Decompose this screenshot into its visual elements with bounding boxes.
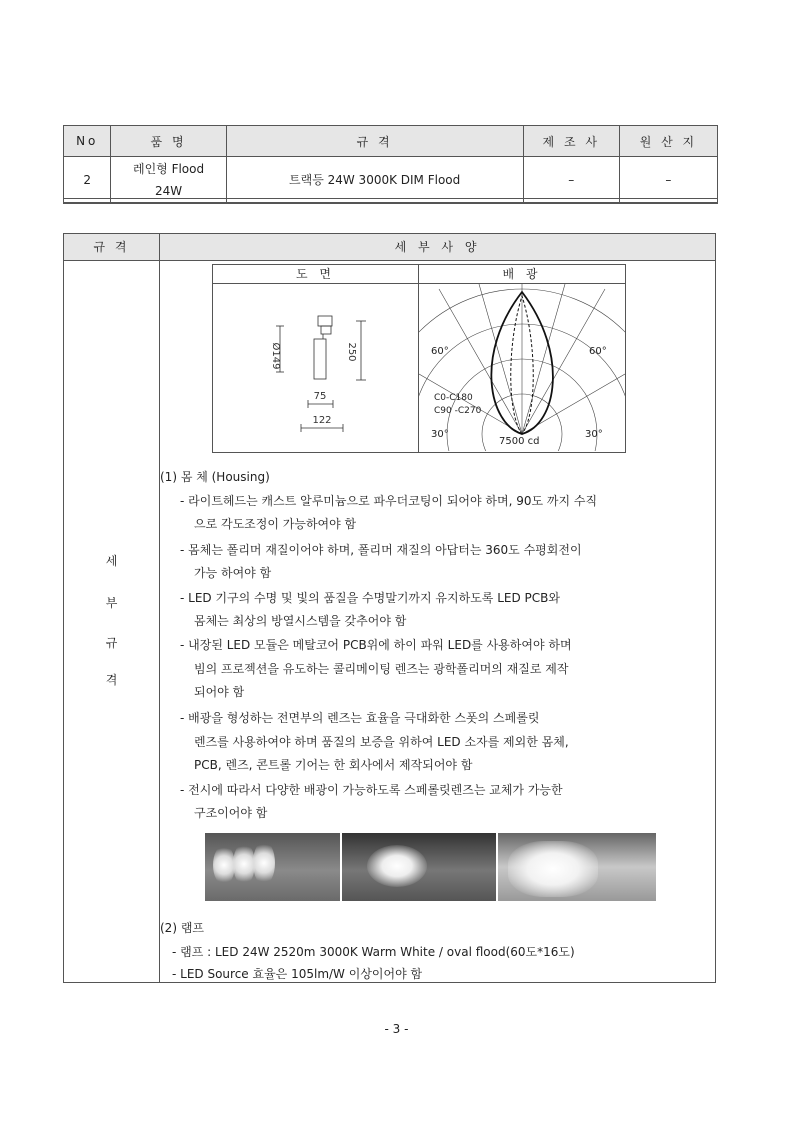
cell-maker: – — [523, 157, 619, 204]
lighting-photo-3 — [498, 833, 656, 901]
side-label-char: 부 — [105, 596, 118, 610]
section1-title: (1) 몸 체 (Housing) — [160, 470, 270, 484]
drawing-caption: 도 면 — [213, 265, 419, 284]
page-number: - 3 - — [384, 1022, 409, 1036]
section2-title: (2) 램프 — [160, 921, 204, 935]
spec-header-left: 규 격 — [64, 234, 160, 261]
cell-name-line1: 레인형 Flood — [132, 162, 205, 176]
angle-label-30-left: 30° — [431, 429, 449, 440]
col-maker-header: 제 조 사 — [523, 126, 619, 157]
cell-no: 2 — [64, 157, 111, 204]
cell-spec: 트랙등 24W 3000K DIM Flood — [226, 157, 523, 204]
section1-line: - 배광을 형성하는 전면부의 렌즈는 효율을 극대화한 스폿의 스페롤릿 — [180, 711, 540, 725]
table-row — [64, 157, 718, 204]
spec-divider — [159, 261, 160, 982]
angle-label-30-right: 30° — [585, 429, 603, 440]
section1-line: - 전시에 따라서 다양한 배광이 가능하도록 스페롤릿렌즈는 교체가 가능한 — [180, 783, 563, 797]
section1-line: 가능 하여야 함 — [194, 566, 272, 580]
section1-line: 되어야 함 — [194, 685, 245, 699]
section1-line: - 내장된 LED 모듈은 메탈코어 PCB위에 하이 파워 LED를 사용하여야 하며 — [180, 638, 572, 652]
col-origin-header: 원 산 지 — [619, 126, 717, 157]
cell-origin: – — [619, 157, 717, 204]
table-header-row — [64, 126, 718, 157]
section1-line: - 라이트헤드는 캐스트 알루미늄으로 파우더코팅이 되어야 하며, 90도 까지 수직 — [180, 494, 598, 508]
dim-height: 250 — [346, 342, 357, 362]
col-no-header: No — [64, 126, 111, 157]
section1-line: 으로 각도조정이 가능하여야 함 — [194, 517, 357, 531]
legend-c90-c270: C90 -C270 — [434, 406, 482, 416]
angle-label-60-right: 60° — [589, 346, 607, 357]
section1-line: - LED 기구의 수명 및 빛의 품질을 수명말기까지 유지하도록 LED PCB와 — [180, 591, 560, 605]
dim-width-122: 122 — [312, 415, 332, 426]
spec-header-right: 세 부 사 양 — [160, 234, 715, 261]
fixture-dimension-drawing — [213, 284, 418, 451]
legend-c0-c180: C0-C180 — [434, 393, 473, 403]
dim-width-75: 75 — [313, 391, 327, 402]
section1-line: 렌즈를 사용하여야 하며 품질의 보증을 위하여 LED 소자를 제외한 몸체, — [194, 735, 569, 749]
side-label-char: 세 — [105, 554, 118, 568]
light-distribution-caption: 배 광 — [419, 265, 625, 284]
drawing-box — [212, 264, 626, 453]
section1-line: PCB, 렌즈, 콘트롤 기어는 한 회사에서 제작되어야 함 — [194, 758, 473, 772]
dim-diameter: Ø149 — [270, 342, 281, 370]
table-double-rule — [63, 198, 718, 203]
section1-line: 빔의 프로젝션을 유도하는 콜리메이팅 렌즈는 광학폴리머의 재질로 제작 — [194, 662, 569, 676]
section1-line: 몸체는 최상의 방열시스템을 갖추어야 함 — [194, 614, 407, 628]
side-label-char: 규 — [105, 636, 118, 650]
section1-line: - 몸체는 폴리머 재질이어야 하며, 폴리머 재질의 아답터는 360도 수평회전이 — [180, 543, 582, 557]
cell-name — [111, 157, 226, 204]
intensity-label: 7500 cd — [499, 436, 540, 447]
polar-distribution-diagram — [419, 284, 625, 451]
section1-line: 구조이어야 함 — [194, 806, 268, 820]
lighting-photo-1 — [205, 833, 340, 901]
product-table — [63, 125, 718, 204]
side-label-char: 격 — [105, 673, 118, 687]
angle-label-60-left: 60° — [431, 346, 449, 357]
col-name-header: 품 명 — [111, 126, 226, 157]
lighting-photo-2 — [342, 833, 496, 901]
section2-line: - 램프 : LED 24W 2520m 3000K Warm White / oval flood(60도*16도) — [172, 945, 575, 959]
cell-name-line2: 24W — [154, 184, 183, 198]
col-spec-header: 규 격 — [226, 126, 523, 157]
section2-line: - LED Source 효율은 105lm/W 이상이어야 함 — [172, 967, 423, 981]
